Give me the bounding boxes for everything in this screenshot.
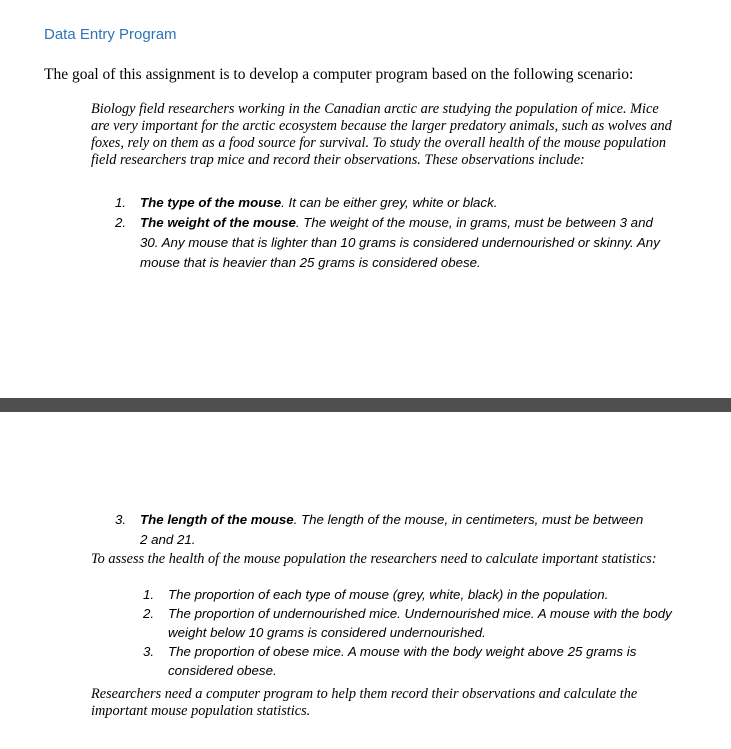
list-item-text: The proportion of each type of mouse (grey, white, black) in the population. <box>168 587 609 602</box>
page-separator <box>0 398 731 412</box>
list-item-text: . It can be either grey, white or black. <box>281 195 498 210</box>
list-item <box>115 193 675 213</box>
list-item-title: The type of the mouse <box>140 195 282 210</box>
list-number: 3. <box>115 512 127 527</box>
list-item <box>115 510 650 550</box>
list-item-title: The weight of the mouse <box>140 215 296 230</box>
list-item <box>143 585 673 604</box>
assess-paragraph: To assess the health of the mouse population the researchers need to calculate important statistics: <box>91 551 657 567</box>
list-item <box>115 213 675 273</box>
list-number: 2. <box>143 606 155 621</box>
list-number: 2. <box>115 215 127 230</box>
document-heading: Data Entry Program <box>44 26 177 43</box>
list-number: 1. <box>115 195 127 210</box>
list-number: 1. <box>143 587 155 602</box>
statistics-list <box>143 585 673 680</box>
list-item-text: . The weight of the mouse, in grams, must be between 3 and 30. Any mouse that is lighter than 10 grams is considered undernourished or skinny. Any mouse that is heavier than 25 grams is considered obese. <box>140 215 660 270</box>
list-item <box>143 642 673 680</box>
list-item-text: . The length of the mouse, in centimeters, must be between 2 and 21. <box>140 512 644 547</box>
scenario-paragraph: Biology field researchers working in the Canadian arctic are studying the population of mice. Mice are very important for the arctic ecosystem because the larger predatory animals, such as wolves and foxes, rely on them as a food source for survival. To study the overall health of the mouse population field researchers trap mice and record their observations. These observations include: <box>91 101 672 168</box>
list-item-title: The length of the mouse <box>140 512 294 527</box>
observation-list-continued <box>115 510 650 550</box>
closing-paragraph: Researchers need a computer program to help them record their observations and calculate the important mouse population statistics. <box>91 686 638 719</box>
list-item-text: The proportion of obese mice. A mouse with the body weight above 25 grams is considered obese. <box>168 644 637 678</box>
list-number: 3. <box>143 644 155 659</box>
list-item-text: The proportion of undernourished mice. Undernourished mice. A mouse with the body weight below 10 grams is considered undernourished. <box>168 606 672 640</box>
observation-list <box>115 193 675 273</box>
intro-paragraph: The goal of this assignment is to develop a computer program based on the following scenario: <box>44 66 634 83</box>
list-item <box>143 604 673 642</box>
